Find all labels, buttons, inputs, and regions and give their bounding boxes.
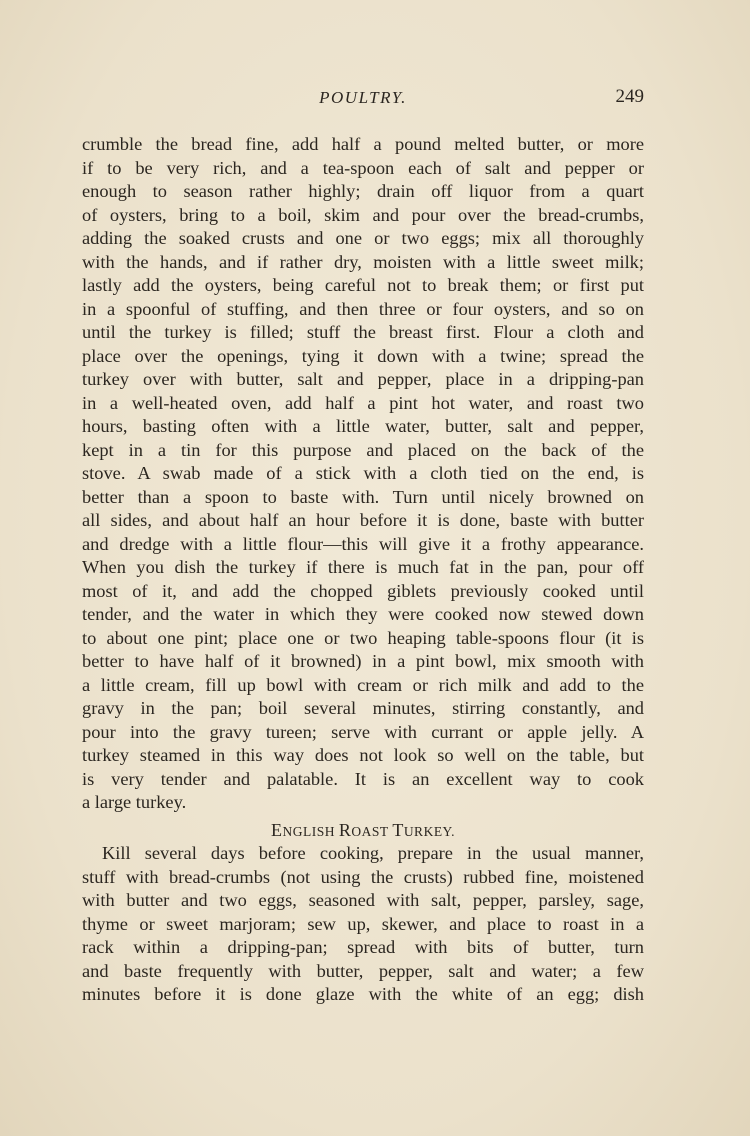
text-line: place over the openings, tying it down with a twine; spread the	[82, 345, 644, 366]
text-line: until the turkey is filled; stuff the breast first. Flour a cloth and	[82, 322, 644, 342]
section-heading-english-roast-turkey: ENGLISH ROAST TURKEY.	[271, 819, 455, 840]
text-line: gravy in the pan; boil several minutes, stirring constantly, and	[82, 698, 644, 718]
text-line: stuff with bread-crumbs (not using the crusts) rubbed fine, moistened	[82, 866, 644, 887]
text-line: pour into the gravy tureen; serve with currant or apple jelly. A	[82, 721, 644, 742]
text-line: to about one pint; place one or two heaping table-spoons flour (it is	[82, 627, 644, 648]
text-line: in a spoonful of stuffing, and then three or four oysters, and so on	[82, 298, 644, 319]
text-line: thyme or sweet marjoram; sew up, skewer, and place to roast in a	[82, 913, 644, 934]
text-line: with butter and two eggs, seasoned with salt, pepper, parsley, sage,	[82, 890, 644, 910]
text-line: of oysters, bring to a boil, skim and pour over the bread-crumbs,	[82, 204, 644, 225]
text-line: most of it, and add the chopped giblets previously cooked until	[82, 580, 644, 601]
text-line: adding the soaked crusts and one or two eggs; mix all thoroughly	[82, 228, 644, 248]
text-line: lastly add the oysters, being careful not to break them; or first put	[82, 275, 644, 295]
page-header	[82, 88, 644, 116]
text-line: with the hands, and if rather dry, moisten with a little sweet milk;	[82, 251, 644, 272]
text-line: turkey over with butter, salt and pepper, place in a dripping-pan	[82, 369, 644, 389]
text-line: better to have half of it browned) in a pint bowl, mix smooth with	[82, 651, 644, 671]
text-line: all sides, and about half an hour before it is done, baste with butter	[82, 510, 644, 530]
text-line: crumble the bread fine, add half a pound melted butter, or more	[82, 134, 644, 154]
text-line: kept in a tin for this purpose and placed on the back of the	[82, 439, 644, 460]
text-line: tender, and the water in which they were cooked now stewed down	[82, 604, 644, 624]
text-line: better than a spoon to baste with. Turn until nicely browned on	[82, 486, 644, 507]
text-line: in a well-heated oven, add half a pint hot water, and roast two	[82, 392, 644, 413]
text-line: and dredge with a little flour—this will give it a frothy appearance.	[82, 533, 644, 554]
text-line: is very tender and palatable. It is an excellent way to cook	[82, 768, 644, 789]
text-line: turkey steamed in this way does not look so well on the table, but	[82, 745, 644, 765]
text-line: minutes before it is done glaze with the white of an egg; dish	[82, 984, 644, 1004]
text-line: When you dish the turkey if there is much fat in the pan, pour off	[82, 557, 644, 577]
text-line: a little cream, fill up bowl with cream or rich milk and add to the	[82, 674, 644, 695]
body-text	[82, 133, 644, 1007]
running-head: POULTRY.	[319, 88, 407, 107]
text-line: if to be very rich, and a tea-spoon each of salt and pepper or	[82, 157, 644, 178]
text-line: and baste frequently with butter, pepper, salt and water; a few	[82, 960, 644, 981]
text-line: hours, basting often with a little water, butter, salt and pepper,	[82, 416, 644, 436]
page-number: 249	[615, 86, 644, 107]
paragraph-turkey-stuffing	[82, 133, 644, 815]
paragraph-english-roast-turkey	[82, 842, 644, 1007]
text-line: Kill several days before cooking, prepare in the usual manner,	[102, 843, 644, 863]
text-line: stove. A swab made of a stick with a cloth tied on the end, is	[82, 463, 644, 483]
text-line: a large turkey.	[82, 792, 187, 812]
text-line: rack within a dripping-pan; spread with bits of butter, turn	[82, 937, 644, 957]
text-line: enough to season rather highly; drain off liquor from a quart	[82, 181, 644, 201]
